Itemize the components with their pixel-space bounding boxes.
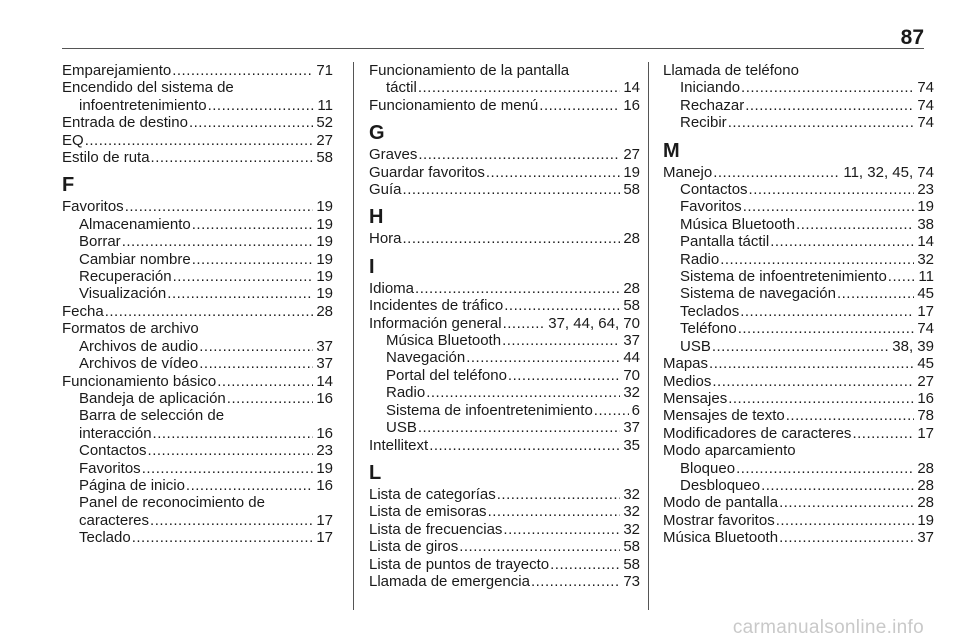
index-entry[interactable]: Guía ..... 58: [369, 181, 640, 198]
index-heading: Barra de selección de: [79, 407, 225, 425]
section-letter-l: L: [369, 461, 382, 484]
index-entry[interactable]: Lista de giros ..... 58: [369, 538, 640, 555]
index-subentry[interactable]: Bandeja de aplicación ..... 16: [62, 390, 333, 407]
index-entry[interactable]: Lista de puntos de trayecto ..... 58: [369, 556, 640, 573]
index-subentry[interactable]: Teclados ..... 17: [663, 303, 934, 320]
index-entry[interactable]: Modo de pantalla ..... 28: [663, 494, 934, 511]
index-subentry[interactable]: Música Bluetooth ..... 38: [663, 216, 934, 233]
page-number: 87: [900, 26, 924, 49]
index-subentry[interactable]: USB ..... 38, 39: [663, 338, 934, 355]
index-entry[interactable]: Música Bluetooth ..... 37: [663, 529, 934, 546]
index-entry[interactable]: Mapas ..... 45: [663, 355, 934, 372]
index-entry[interactable]: Favoritos ..... 19: [62, 198, 333, 215]
index-subentry[interactable]: Música Bluetooth ..... 37: [369, 332, 640, 349]
index-column-2: [369, 62, 640, 590]
index-subentry[interactable]: Cambiar nombre ..... 19: [62, 251, 333, 268]
section-letter-g: G: [369, 122, 385, 145]
index-column-3: [663, 62, 934, 547]
index-entry[interactable]: Intellitext ..... 35: [369, 437, 640, 454]
column-divider: [648, 62, 649, 610]
watermark: carmanualsonline.info: [732, 617, 924, 638]
index-entry[interactable]: Modificadores de caracteres ..... 17: [663, 425, 934, 442]
index-subentry[interactable]: caracteres ..... 17: [62, 512, 333, 529]
index-subentry[interactable]: Navegación ..... 44: [369, 349, 640, 366]
index-subentry[interactable]: Iniciando ..... 74: [663, 79, 934, 96]
index-heading: Funcionamiento de la pantalla: [369, 62, 570, 79]
index-subentry[interactable]: interacción ..... 16: [62, 425, 333, 442]
index-heading: Formatos de archivo: [62, 320, 199, 338]
index-heading: Llamada de teléfono: [663, 62, 799, 79]
index-subentry[interactable]: Archivos de audio ..... 37: [62, 338, 333, 355]
index-subentry[interactable]: Archivos de vídeo ..... 37: [62, 355, 333, 372]
index-entry[interactable]: Emparejamiento ..... 71: [62, 62, 333, 79]
index-entry[interactable]: Llamada de emergencia ..... 73: [369, 573, 640, 590]
index-entry[interactable]: Incidentes de tráfico ..... 58: [369, 297, 640, 314]
index-subentry[interactable]: Radio ..... 32: [663, 251, 934, 268]
section-letter-h: H: [369, 206, 384, 229]
index-subentry[interactable]: Borrar ..... 19: [62, 233, 333, 250]
index-subentry[interactable]: táctil ..... 14: [369, 79, 640, 96]
index-entry[interactable]: Graves ..... 27: [369, 146, 640, 163]
index-subentry[interactable]: Rechazar ..... 74: [663, 97, 934, 114]
index-column-1: [62, 62, 333, 547]
index-subentry[interactable]: Recuperación ..... 19: [62, 268, 333, 285]
index-subentry[interactable]: Teclado ..... 17: [62, 529, 333, 546]
index-subentry[interactable]: Sistema de infoentretenimiento ..... 11: [663, 268, 934, 285]
index-entry[interactable]: Idioma ..... 28: [369, 280, 640, 297]
index-subentry[interactable]: Almacenamiento ..... 19: [62, 216, 333, 233]
index-subentry[interactable]: Favoritos ..... 19: [62, 460, 333, 477]
index-subentry[interactable]: Teléfono ..... 74: [663, 320, 934, 337]
index-entry[interactable]: Mensajes ..... 16: [663, 390, 934, 407]
index-subentry[interactable]: Radio ..... 32: [369, 384, 640, 401]
index-subentry[interactable]: Bloqueo ..... 28: [663, 460, 934, 477]
index-entry[interactable]: Lista de categorías ..... 32: [369, 486, 640, 503]
index-entry[interactable]: Medios ..... 27: [663, 373, 934, 390]
index-entry[interactable]: EQ ..... 27: [62, 132, 333, 149]
index-heading: Panel de reconocimiento de: [79, 494, 265, 512]
index-subentry[interactable]: Visualización ..... 19: [62, 285, 333, 302]
index-subentry[interactable]: USB ..... 37: [369, 419, 640, 436]
index-entry[interactable]: Lista de emisoras ..... 32: [369, 503, 640, 520]
index-subentry[interactable]: Contactos ..... 23: [663, 181, 934, 198]
index-entry[interactable]: Mostrar favoritos ..... 19: [663, 512, 934, 529]
index-entry[interactable]: Funcionamiento de menú ..... 16: [369, 97, 640, 114]
index-subentry[interactable]: Desbloqueo ..... 28: [663, 477, 934, 494]
index-entry[interactable]: Estilo de ruta ..... 58: [62, 149, 333, 166]
index-subentry[interactable]: Sistema de navegación ..... 45: [663, 285, 934, 302]
index-entry[interactable]: Información general ..... 37, 44, 64, 70: [369, 315, 640, 332]
index-subentry[interactable]: Pantalla táctil ..... 14: [663, 233, 934, 250]
index-subentry[interactable]: Recibir ..... 74: [663, 114, 934, 131]
header-rule: [62, 48, 924, 49]
index-entry[interactable]: Manejo ..... 11, 32, 45, 74: [663, 164, 934, 181]
index-entry[interactable]: Guardar favoritos ..... 19: [369, 164, 640, 181]
index-subentry[interactable]: Favoritos ..... 19: [663, 198, 934, 215]
index-subentry[interactable]: Portal del teléfono ..... 70: [369, 367, 640, 384]
index-subentry[interactable]: Página de inicio ..... 16: [62, 477, 333, 494]
column-divider: [353, 62, 354, 610]
index-subentry[interactable]: Contactos ..... 23: [62, 442, 333, 459]
section-letter-m: M: [663, 139, 680, 162]
section-letter-f: F: [62, 174, 75, 197]
section-letter-i: I: [369, 255, 375, 278]
index-entry[interactable]: Hora ..... 28: [369, 230, 640, 247]
index-subentry[interactable]: Sistema de infoentretenimiento ..... 6: [369, 402, 640, 419]
index-entry[interactable]: Fecha ..... 28: [62, 303, 333, 320]
index-heading: Modo aparcamiento: [663, 442, 796, 460]
index-entry[interactable]: Funcionamiento básico ..... 14: [62, 373, 333, 390]
index-entry[interactable]: Entrada de destino ..... 52: [62, 114, 333, 131]
index-subentry[interactable]: infoentretenimiento ..... 11: [62, 97, 333, 114]
index-entry[interactable]: Mensajes de texto ..... 78: [663, 407, 934, 424]
index-entry[interactable]: Lista de frecuencias ..... 32: [369, 521, 640, 538]
index-heading: Encendido del sistema de: [62, 79, 234, 97]
